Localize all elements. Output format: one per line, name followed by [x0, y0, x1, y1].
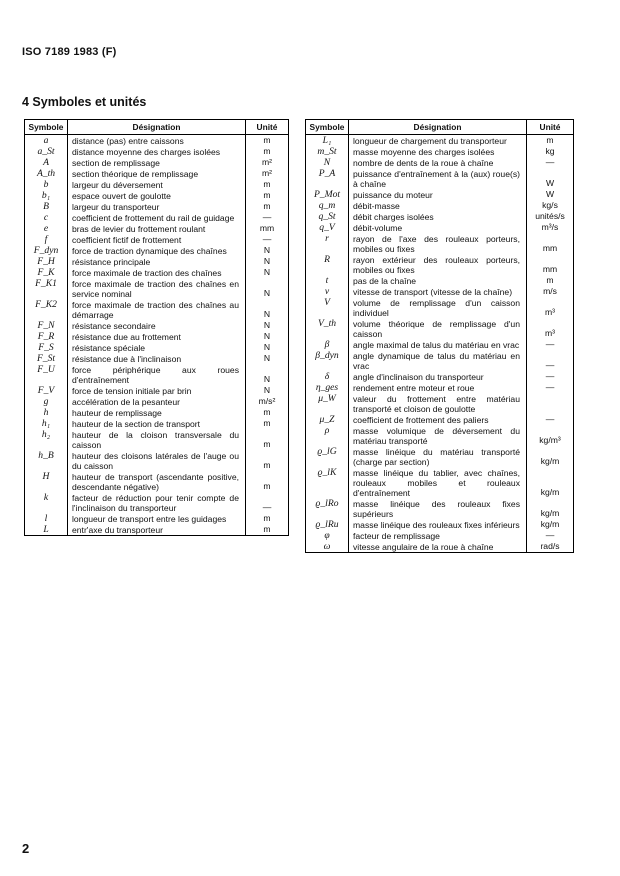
designation-cell: masse volumique de déversement du matériau transporté [349, 425, 527, 446]
unit-cell: — [527, 371, 574, 382]
designation-cell: distance (pas) entre caissons [68, 135, 246, 147]
table-row [25, 407, 289, 418]
designation-cell: pas de la chaîne [349, 275, 527, 286]
symbol-cell: F_H [25, 256, 68, 267]
designation-cell: coefficient fictif de frottement [68, 234, 246, 245]
column-header-symbol: Symbole [25, 120, 68, 135]
unit-cell: m² [246, 157, 289, 168]
designation-cell: vitesse angulaire de la roue à chaîne [349, 541, 527, 553]
symbol-cell: h₂ [25, 429, 68, 450]
designation-cell: force maximale de traction des chaînes en service nominal [68, 278, 246, 299]
table-row [306, 498, 574, 519]
designation-cell: facteur de réduction pour tenir compte de l'inclinaison du transporteur [68, 492, 246, 513]
table-row [306, 530, 574, 541]
designation-cell: section théorique de remplissage [68, 168, 246, 179]
symbol-cell: v [306, 286, 349, 297]
symbol-cell: c [25, 212, 68, 223]
table-row [306, 254, 574, 275]
unit-cell: — [246, 234, 289, 245]
unit-cell: N [246, 331, 289, 342]
symbol-cell: L₁ [306, 135, 349, 147]
symbol-cell: ρ [306, 425, 349, 446]
unit-cell: kg/m [527, 519, 574, 530]
symbol-cell: β_dyn [306, 350, 349, 371]
designation-cell: rendement entre moteur et roue [349, 382, 527, 393]
designation-cell: puissance du moteur [349, 189, 527, 200]
designation-cell: résistance secondaire [68, 320, 246, 331]
table-row [306, 233, 574, 254]
table-body-right [306, 135, 574, 553]
table-row [25, 513, 289, 524]
unit-cell: m³ [527, 297, 574, 318]
designation-cell: bras de levier du frottement roulant [68, 223, 246, 234]
table-row [25, 146, 289, 157]
table-row [25, 135, 289, 147]
table-row [306, 168, 574, 189]
table-row [25, 385, 289, 396]
symbol-cell: a_St [25, 146, 68, 157]
designation-cell: largeur du transporteur [68, 201, 246, 212]
designation-cell: rayon extérieur des rouleaux porteurs, mobiles ou fixes [349, 254, 527, 275]
table-row [306, 350, 574, 371]
page-number: 2 [22, 841, 30, 856]
symbol-cell: m_St [306, 146, 349, 157]
table-row [25, 223, 289, 234]
symbol-cell: β [306, 339, 349, 350]
table-row [25, 278, 289, 299]
symbol-cell: h_B [25, 450, 68, 471]
designation-cell: coefficient de frottement du rail de guidage [68, 212, 246, 223]
symbol-cell: q_St [306, 211, 349, 222]
table-row [25, 179, 289, 190]
table-row [306, 211, 574, 222]
symbol-cell: A [25, 157, 68, 168]
designation-cell: force maximale de traction des chaînes [68, 267, 246, 278]
symbol-cell: q_V [306, 222, 349, 233]
column-header-designation: Désignation [68, 120, 246, 135]
designation-cell: angle dynamique de talus du matériau en vrac [349, 350, 527, 371]
table-body-left [25, 135, 289, 536]
symbol-cell: V [306, 297, 349, 318]
symbol-cell: δ [306, 371, 349, 382]
designation-cell: facteur de remplissage [349, 530, 527, 541]
unit-cell: N [246, 299, 289, 320]
designation-cell: masse linéique des rouleaux fixes supérieurs [349, 498, 527, 519]
unit-cell: kg/m³ [527, 425, 574, 446]
table-row [306, 146, 574, 157]
unit-cell: m/s² [246, 396, 289, 407]
table-row [306, 157, 574, 168]
symbols-table-left [24, 119, 289, 536]
designation-cell: masse linéique du tablier, avec chaînes, rouleaux mobiles et rouleaux d'entraînement [349, 467, 527, 498]
symbol-cell: ϱ_lG [306, 446, 349, 467]
unit-cell: N [246, 342, 289, 353]
table-row [25, 524, 289, 536]
unit-cell: kg/m [527, 446, 574, 467]
designation-cell: débit-masse [349, 200, 527, 211]
unit-cell: m [246, 135, 289, 147]
unit-cell: rad/s [527, 541, 574, 553]
table-row [306, 189, 574, 200]
designation-cell: rayon de l'axe des rouleaux porteurs, mobiles ou fixes [349, 233, 527, 254]
designation-cell: distance moyenne des charges isolées [68, 146, 246, 157]
designation-cell: force périphérique aux roues d'entraînement [68, 364, 246, 385]
table-row [306, 382, 574, 393]
table-row [306, 286, 574, 297]
unit-cell: mm [527, 254, 574, 275]
symbol-cell: H [25, 471, 68, 492]
unit-cell: m³ [527, 318, 574, 339]
designation-cell: débit charges isolées [349, 211, 527, 222]
symbol-cell: b [25, 179, 68, 190]
table-row [25, 212, 289, 223]
table-row [25, 168, 289, 179]
symbol-cell: q_m [306, 200, 349, 211]
table-row [25, 471, 289, 492]
unit-cell: m² [246, 168, 289, 179]
unit-cell: — [527, 530, 574, 541]
table-row [306, 393, 574, 414]
table-row [306, 275, 574, 286]
table-row [306, 446, 574, 467]
designation-cell: volume de remplissage d'un caisson individuel [349, 297, 527, 318]
symbol-cell: ϱ_lRo [306, 498, 349, 519]
table-row [25, 342, 289, 353]
symbol-cell: F_N [25, 320, 68, 331]
unit-cell: m [246, 524, 289, 536]
unit-cell: mm [246, 223, 289, 234]
designation-cell: force de tension initiale par brin [68, 385, 246, 396]
unit-cell: mm [527, 233, 574, 254]
symbol-cell: e [25, 223, 68, 234]
symbol-cell: f [25, 234, 68, 245]
unit-cell: m³/s [527, 222, 574, 233]
symbol-cell: r [306, 233, 349, 254]
unit-cell: N [246, 320, 289, 331]
unit-cell: N [246, 267, 289, 278]
table-row [306, 425, 574, 446]
unit-cell: kg [527, 146, 574, 157]
designation-cell: puissance d'entraînement à la (aux) roue(s) à chaîne [349, 168, 527, 189]
symbol-cell: F_S [25, 342, 68, 353]
table-row [25, 201, 289, 212]
unit-cell: m [527, 135, 574, 147]
symbol-cell: μ_Z [306, 414, 349, 425]
unit-cell: W [527, 189, 574, 200]
table-row [25, 429, 289, 450]
unit-cell: N [246, 245, 289, 256]
designation-cell: résistance due au frottement [68, 331, 246, 342]
table-row [25, 331, 289, 342]
table-row [306, 371, 574, 382]
symbol-cell: L [25, 524, 68, 536]
unit-cell: W [527, 168, 574, 189]
unit-cell: m [246, 179, 289, 190]
table-row [25, 157, 289, 168]
table-row [306, 222, 574, 233]
unit-cell: unités/s [527, 211, 574, 222]
symbol-cell: k [25, 492, 68, 513]
unit-cell: N [246, 385, 289, 396]
symbol-cell: B [25, 201, 68, 212]
symbol-cell: F_K1 [25, 278, 68, 299]
designation-cell: hauteur de la section de transport [68, 418, 246, 429]
symbol-cell: V_th [306, 318, 349, 339]
unit-cell: kg/s [527, 200, 574, 211]
symbol-cell: N [306, 157, 349, 168]
unit-cell: — [527, 350, 574, 371]
symbol-cell: ϱ_lK [306, 467, 349, 498]
unit-cell: — [527, 339, 574, 350]
designation-cell: espace ouvert de goulotte [68, 190, 246, 201]
designation-cell: masse moyenne des charges isolées [349, 146, 527, 157]
symbol-cell: ω [306, 541, 349, 553]
unit-cell: kg/m [527, 467, 574, 498]
unit-cell: m [246, 146, 289, 157]
symbol-cell: h [25, 407, 68, 418]
column-header-symbol: Symbole [306, 120, 349, 135]
unit-cell: — [527, 382, 574, 393]
table-row [25, 234, 289, 245]
symbol-cell: t [306, 275, 349, 286]
designation-cell: longueur de chargement du transporteur [349, 135, 527, 147]
table-row [306, 519, 574, 530]
table-row [25, 245, 289, 256]
table-row [25, 396, 289, 407]
column-header-designation: Désignation [349, 120, 527, 135]
designation-cell: entr'axe du transporteur [68, 524, 246, 536]
unit-cell: m [246, 418, 289, 429]
unit-cell: m [246, 450, 289, 471]
designation-cell: section de remplissage [68, 157, 246, 168]
symbol-cell: l [25, 513, 68, 524]
table-row [25, 299, 289, 320]
unit-cell: — [246, 212, 289, 223]
designation-cell: coefficient de frottement des paliers [349, 414, 527, 425]
designation-cell: largeur du déversement [68, 179, 246, 190]
unit-cell: — [527, 157, 574, 168]
symbol-cell: P_Mot [306, 189, 349, 200]
table-row [306, 135, 574, 147]
unit-cell: — [246, 492, 289, 513]
table-row [25, 418, 289, 429]
symbol-cell: b₁ [25, 190, 68, 201]
unit-cell: N [246, 278, 289, 299]
designation-cell: accélération de la pesanteur [68, 396, 246, 407]
column-header-unit: Unité [246, 120, 289, 135]
designation-cell: vitesse de transport (vitesse de la chaîne) [349, 286, 527, 297]
symbol-cell: A_th [25, 168, 68, 179]
symbol-cell: g [25, 396, 68, 407]
symbol-cell: F_St [25, 353, 68, 364]
symbol-cell: h₁ [25, 418, 68, 429]
symbol-cell: F_K [25, 267, 68, 278]
table-row [25, 256, 289, 267]
designation-cell: résistance principale [68, 256, 246, 267]
table-row [306, 339, 574, 350]
symbol-cell: η_ges [306, 382, 349, 393]
table-row [306, 414, 574, 425]
symbol-cell: F_V [25, 385, 68, 396]
designation-cell: force de traction dynamique des chaînes [68, 245, 246, 256]
unit-cell: m [246, 201, 289, 212]
symbol-cell: φ [306, 530, 349, 541]
unit-cell: m [246, 429, 289, 450]
table-row [25, 364, 289, 385]
table-row [25, 450, 289, 471]
unit-cell: N [246, 364, 289, 385]
symbol-cell: μ_W [306, 393, 349, 414]
symbol-cell: ϱ_lRu [306, 519, 349, 530]
designation-cell: résistance spéciale [68, 342, 246, 353]
designation-cell: hauteur de transport (ascendante positive, descendante négative) [68, 471, 246, 492]
table-row [306, 318, 574, 339]
symbol-cell: F_R [25, 331, 68, 342]
designation-cell: nombre de dents de la roue à chaîne [349, 157, 527, 168]
symbol-cell: a [25, 135, 68, 147]
unit-cell: kg/m [527, 498, 574, 519]
unit-cell: N [246, 353, 289, 364]
table-row [25, 492, 289, 513]
unit-cell: m/s [527, 286, 574, 297]
unit-cell: m [246, 471, 289, 492]
unit-cell: m [527, 275, 574, 286]
document-header: ISO 7189 1983 (F) [22, 46, 117, 58]
designation-cell: force maximale de traction des chaînes au démarrage [68, 299, 246, 320]
table-row [306, 297, 574, 318]
unit-cell [527, 393, 574, 414]
table-row [25, 353, 289, 364]
designation-cell: longueur de transport entre les guidages [68, 513, 246, 524]
table-row [25, 267, 289, 278]
table-row [25, 190, 289, 201]
unit-cell: — [527, 414, 574, 425]
designation-cell: hauteur des cloisons latérales de l'auge ou du caisson [68, 450, 246, 471]
symbol-cell: P_A [306, 168, 349, 189]
symbol-cell: R [306, 254, 349, 275]
designation-cell: volume théorique de remplissage d'un caisson [349, 318, 527, 339]
symbols-table-right [305, 119, 574, 553]
designation-cell: angle maximal de talus du matériau en vrac [349, 339, 527, 350]
table-row [306, 200, 574, 211]
section-title: 4 Symboles et unités [22, 95, 147, 109]
unit-cell: N [246, 256, 289, 267]
table-row [25, 320, 289, 331]
symbol-cell: F_K2 [25, 299, 68, 320]
table-row [306, 467, 574, 498]
designation-cell: angle d'inclinaison du transporteur [349, 371, 527, 382]
column-header-unit: Unité [527, 120, 574, 135]
symbol-cell: F_U [25, 364, 68, 385]
unit-cell: m [246, 190, 289, 201]
designation-cell: masse linéique des rouleaux fixes inférieurs [349, 519, 527, 530]
designation-cell: résistance due à l'inclinaison [68, 353, 246, 364]
designation-cell: débit-volume [349, 222, 527, 233]
unit-cell: m [246, 513, 289, 524]
table-row [306, 541, 574, 553]
designation-cell: valeur du frottement entre matériau transporté et cloison de goulotte [349, 393, 527, 414]
designation-cell: hauteur de remplissage [68, 407, 246, 418]
symbol-cell: F_dyn [25, 245, 68, 256]
designation-cell: hauteur de la cloison transversale du caisson [68, 429, 246, 450]
unit-cell: m [246, 407, 289, 418]
designation-cell: masse linéique du matériau transporté (charge par section) [349, 446, 527, 467]
